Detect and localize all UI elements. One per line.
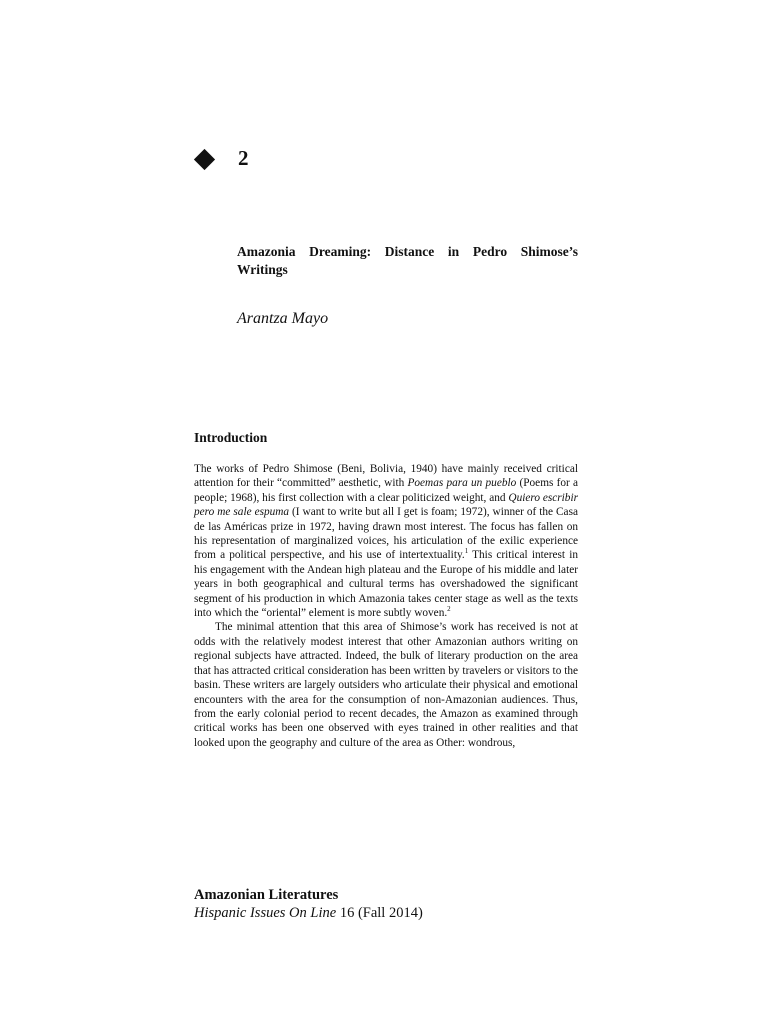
paragraph-1 [194,462,578,620]
author-name: Arantza Mayo [237,310,329,327]
diamond-icon [194,149,215,170]
body-text [194,462,578,750]
journal-name: Hispanic Issues On Line [194,905,337,921]
journal-citation [194,904,423,922]
paragraph-text: This critical interest in his engagement with the Andean high plateau and the Europe of his middle and later years in both geographical and cultural terms has overshadowed the significant segment of his production in which Amazonia takes center stage as well as the texts into which the “oriental” element is more subtly woven. [194,549,578,620]
chapter-heading [193,146,249,170]
paragraph-text: The works of Pedro Shimose (Beni, Bolivia, 1940) have mainly received critical attention for their “committed” aesthetic, with [194,463,578,490]
footnote-marker: 2 [447,605,451,614]
book-title-italic: Poemas para un pueblo [407,477,517,490]
volume-issue: 16 (Fall 2014) [336,905,423,921]
book-title-italic: Quiero escribir pero me sale espuma [194,491,578,519]
paragraph-text: (Poems for a people; 1968), his first collection with a clear politicized weight, and [194,477,578,504]
book-title: Amazonian Literatures [194,887,339,903]
paragraph-2: The minimal attention that this area of Shimose’s work has received is not at odds with the relatively modest interest that other Amazonian authors writing on regional subjects have attracted. Indeed, the bulk of literary production on the area that has attracted critical consideration has been written by travelers or visitors to the basin. These writers are largely outsiders who articulate their physical and emotional encounters with the area for the consumption of non-Amazonian audiences. Thus, from the early colonial period to recent decades, the Amazon as examined through critical works has been one observed with eyes trained in other realities and that looked upon the geography and culture of the area as Other: wondrous, [194,621,578,749]
footnote-marker: 1 [464,547,469,556]
page-footer [194,886,423,922]
chapter-number: 2 [238,146,249,170]
paragraph-text: (I want to write but all I get is foam; 1972), winner of the Casa de las Américas prize in 1972, having drawn most interest. The focus has fallen on his representation of marginalized voices, his articulation of the exilic experience from a political perspective, and his use of intertextuality. [194,506,578,562]
article-title: Amazonia Dreaming: Distance in Pedro Shimose’s Writings [237,244,578,277]
section-heading: Introduction [194,430,268,445]
